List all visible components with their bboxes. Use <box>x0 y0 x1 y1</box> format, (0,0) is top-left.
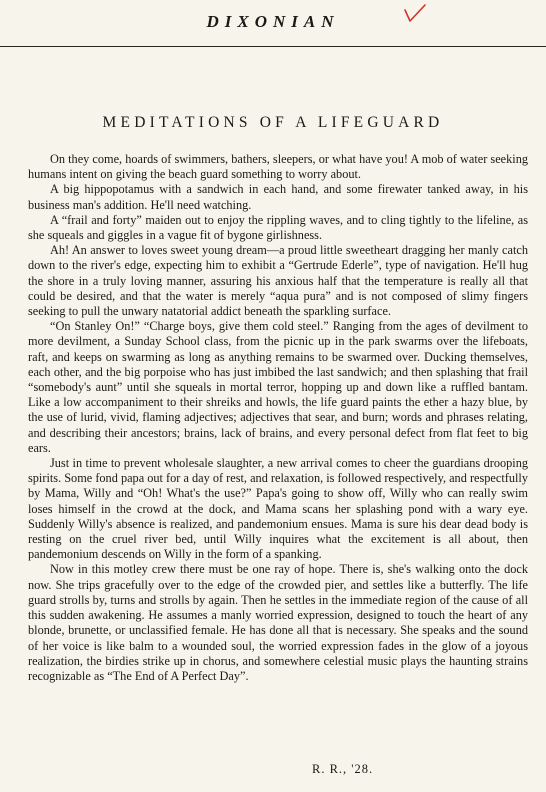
article-title: MEDITATIONS OF A LIFEGUARD <box>102 114 444 131</box>
publication-title: DIXONIAN <box>206 12 340 31</box>
paragraph: Ah! An answer to loves sweet young dream—a proud little sweetheart dragging her manly catch down to the river's edge, expecting him to exhibit a “Gertrude Ederle”, type of navigation. He'll hug the shore in a truly loving manner, assuring his anxious half that the temperature is really all that could be desired, and that the water is merely “aqua pura” and is not composed of slimy fingers seeking to pull the unwary natatorial addict beneath the sparkling surface. <box>28 243 528 319</box>
red-checkmark-icon <box>401 2 431 26</box>
header-rule <box>0 46 546 47</box>
paragraph: A “frail and forty” maiden out to enjoy the rippling waves, and to cling tightly to the lifeline, as she squeals and giggles in a vague fit of bygone girlishness. <box>28 212 528 243</box>
article-body <box>28 152 528 684</box>
paragraph: Now in this motley crew there must be one ray of hope. There is, she's walking onto the dock now. She trips gracefully over to the edge of the crowded pier, and settles like a butterfly. The life guard strolls by, turns and strolls by again. Then he settles in the immediate region of the cause of all this sudden awakening. He assumes a manly worried expression, designed to touch the heart of any blonde, brunette, or unclassified female. He has done all that is necessary. She speaks and the sound of her voice is like balm to a wounded soul, the worried expression fades in the glow of a joyous realization, the birdies strike up in chorus, and somewhere celestial music plays the haunting strains recognizable as “The End of A Perfect Day”. <box>28 562 528 683</box>
page-header <box>0 12 546 32</box>
author-signature: R. R., '28. <box>312 762 374 776</box>
paragraph: On they come, hoards of swimmers, bathers, sleepers, or what have you! A mob of water seeking humans intent on giving the beach guard something to worry about. <box>28 152 528 182</box>
paragraph: “On Stanley On!” “Charge boys, give them cold steel.” Ranging from the ages of devilment to more devilment, a Sunday School class, from the picnic up in the park swarms over the lifeboats, raft, and keeps on swarming as long as anything remains to be swarmed over. Ducking themselves, each other, and the big porpoise who has just imbibed the last sandwich; and then splashing that frail “somebody's aunt” until she squeals in mortal terror, hopping up and down like a ruffled bantam. Like a low accompaniment to their shreiks and howls, the life guard paints the ether a hazy blue, by the use of lurid, vivid, flaming adjectives; adjectives that sear, and burn; words and phrases relating, and describing their ancestors; brains, lack of brains, and every personal defect from flat feet to big ears. <box>28 319 528 455</box>
paragraph: A big hippopotamus with a sandwich in each hand, and some firewater tanked away, in his business man's addition. He'll need watching. <box>28 182 528 212</box>
paragraph: Just in time to prevent wholesale slaughter, a new arrival comes to cheer the guardians drooping spirits. Some fond papa out for a day of rest, and relaxation, is followed respectively, and respectfully by Mama, Willy and “Oh! What's the use?” Papa's going to show off, Willy who can really swim loses himself in the crowd at the dock, and Mama scans her splashing pond with a wary eye. Suddenly Willy's absence is realized, and pandemonium ensues. Mama is sure his dear dead body is resting on the cruel river bed, until Willy inquires what the excitement is all about, then pandemonium descends on Willy in the form of a spanking. <box>28 456 528 562</box>
